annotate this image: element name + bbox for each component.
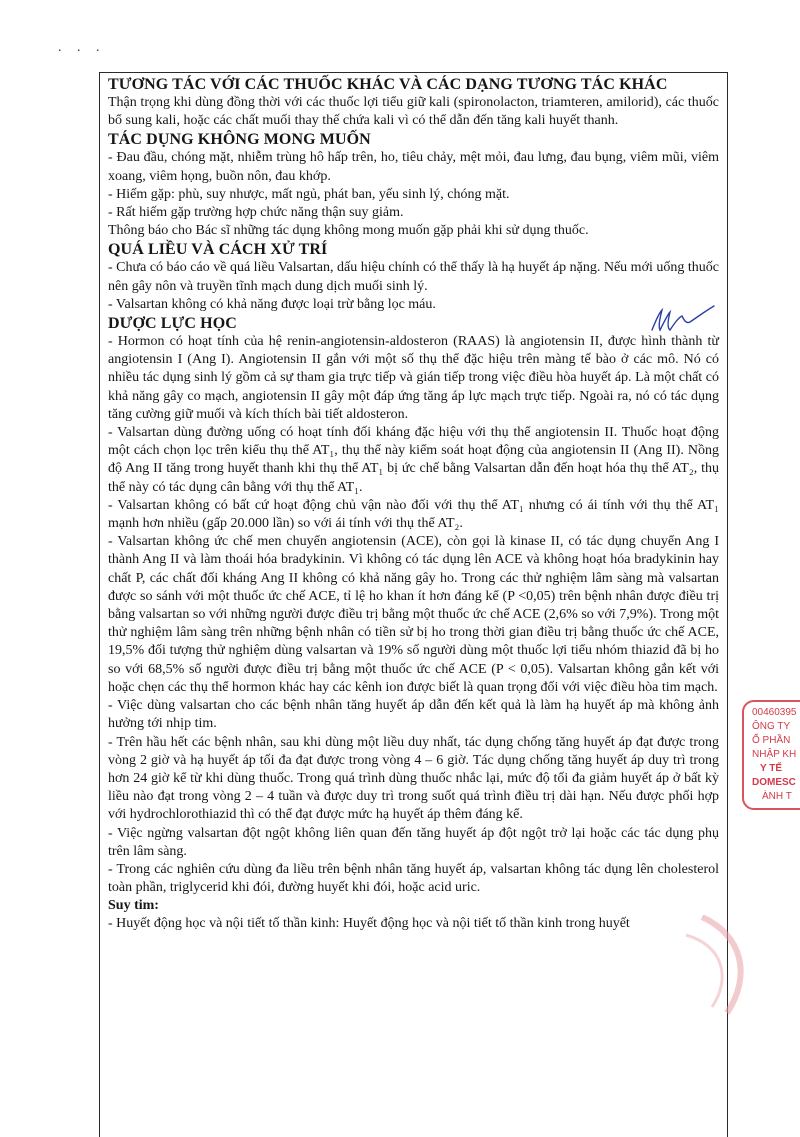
- pharmacodynamics-paragraph-2: - Valsartan dùng đường uống có hoạt tính đối kháng đặc hiệu với thụ thể angiotensin II. Thuốc hoạt động một cách chọn lọc trên kiểu thụ thể AT₁, thụ thể này kiểm soát hoạt động của angiotensin II (Ang II). Nồng độ Ang II tăng trong huyết thanh khi thụ thể AT₁ bị ức chế bằng Valsartan dẫn đến hoạt hóa thụ thể AT₂, thụ thể này có tác dụng cân bằng với thụ thể AT₁.: [108, 425, 719, 495]
- section-heading-overdose: QUÁ LIỀU VÀ CÁCH XỬ TRÍ: [108, 241, 328, 259]
- stamp-line: DOMESC: [752, 777, 796, 788]
- section-heading-interactions: TƯƠNG TÁC VỚI CÁC THUỐC KHÁC VÀ CÁC DẠNG TƯƠNG TÁC KHÁC: [108, 76, 668, 93]
- scan-dots: . . .: [58, 40, 106, 55]
- pharmacodynamics-paragraph-6: - Trên hầu hết các bệnh nhân, sau khi dùng một liều duy nhất, tác dụng chống tăng huyết áp đạt được trong vòng 2 giờ và hạ huyết áp tối đa đạt được trong vòng 4 – 6 giờ. Tác dụng chống tăng huyết áp duy trì trong hơn 24 giờ kể từ khi dùng thuốc. Trong quá trình dùng thuốc nhắc lại, mức độ tối đa giảm huyết áp ở bất kỳ liều nào đạt trong vòng 2 – 4 tuần và được duy trì trong suốt quá trình điều trị dài hạn. Nếu được phối hợp với hydrochlorothiazid thì có thể đạt được mức hạ huyết áp thêm đáng kể.: [108, 734, 719, 823]
- stamp-box: [742, 700, 800, 810]
- pharmacodynamics-paragraph-8: - Trong các nghiên cứu dùng đa liều trên bệnh nhân tăng huyết áp, valsartan không tác dụng lên cholesterol toàn phần, triglycerid khi đói, đường huyết khi đói, hoặc acid uric.: [108, 861, 719, 896]
- pharmacodynamics-paragraph-1: - Hormon có hoạt tính của hệ renin-angiotensin-aldosteron (RAAS) là angiotensin II, được hình thành từ angiotensin I (Ang I). Angiotensin II gắn với một số thụ thể đặc hiệu trên màng tế bào ở các mô. Nó có nhiều tác dụng sinh lý gồm cả sự tham gia trực tiếp và gián tiếp trong việc điều hòa huyết áp. Là một chất có khả năng gây co mạch, angiotensin II gây một đáp ứng tăng áp lực mạch trực tiếp. Ngoài ra, nó có tác dụng tăng cường giữ muối và kích thích bài tiết aldosteron.: [108, 334, 719, 422]
- stamp-line: ÀNH T: [762, 791, 792, 802]
- overdose-paragraph-1: - Chưa có báo cáo về quá liều Valsartan, dấu hiệu chính có thể thấy là hạ huyết áp nặng. Nếu mới uống thuốc nên gây nôn và truyền tĩnh mạch dung dịch muối sinh lý.: [108, 260, 719, 294]
- interactions-paragraph: Thận trọng khi dùng đồng thời với các thuốc lợi tiểu giữ kali (spironolacton, triamteren, amilorid), các thuốc bổ sung kali, hoặc các chất muối thay thế chứa kali vì có thể dẫn đến tăng kali huyết thanh.: [108, 95, 719, 129]
- pharmacodynamics-paragraph-7: - Việc ngừng valsartan đột ngột không liên quan đến tăng huyết áp đột ngột trở lại hoặc các tác dụng phụ trên lâm sàng.: [108, 825, 719, 859]
- heart-failure-paragraph: - Huyết động học và nội tiết tố thần kinh: Huyết động học và nội tiết tố thần kinh trong huyết: [108, 916, 630, 932]
- section-heading-pharmacodynamics: DƯỢC LỰC HỌC: [108, 315, 237, 333]
- pharmacodynamics-paragraph-3: - Valsartan không có bất cứ hoạt động chủ vận nào đối với thụ thể AT₁ nhưng có ái tính với thụ thể AT₁ mạnh hơn nhiều (gấp 20.000 lần) so với ái tính với thụ thể AT₂.: [108, 497, 719, 532]
- stamp-line: ÔNG TY: [752, 721, 791, 732]
- stamp-line: NHẬP KH: [752, 749, 797, 760]
- pharmacodynamics-paragraph-5: - Việc dùng valsartan cho các bệnh nhân tăng huyết áp dẫn đến kết quả là làm hạ huyết áp mà không ảnh hưởng tới nhịp tim.: [108, 698, 719, 732]
- company-stamp: [742, 700, 800, 1020]
- overdose-paragraph-2: - Valsartan không có khả năng được loại trừ bằng lọc máu.: [108, 296, 436, 312]
- side-effects-paragraph-1: - Đau đầu, chóng mặt, nhiễm trùng hô hấp trên, ho, tiêu chảy, mệt mỏi, đau lưng, đau bụng, viêm mũi, viêm xoang, viêm họng, buồn nôn, đau khớp.: [108, 150, 719, 184]
- stamp-line: 00460395: [752, 707, 797, 718]
- signature-icon: [648, 300, 718, 340]
- heart-failure-subheading: Suy tim:: [108, 898, 159, 914]
- side-effects-paragraph-4: Thông báo cho Bác sĩ những tác dụng không mong muốn gặp phải khi sử dụng thuốc.: [108, 223, 589, 239]
- side-effects-paragraph-2: - Hiếm gặp: phù, suy nhược, mất ngủ, phát ban, yếu sinh lý, chóng mặt.: [108, 186, 510, 202]
- stamp-line: Ổ PHẦN: [752, 735, 791, 746]
- stamp-arc-icon: [672, 915, 762, 1015]
- document-page: [99, 72, 728, 1137]
- section-heading-side-effects: TÁC DỤNG KHÔNG MONG MUỐN: [108, 131, 371, 149]
- pharmacodynamics-paragraph-4: - Valsartan không ức chế men chuyển angiotensin (ACE), còn gọi là kinase II, có tác dụng chuyển Ang I thành Ang II và làm thoái hóa bradykinin. Vì không có tác dụng lên ACE và không hoạt hóa bradykinin hay chất P, các chất đối kháng Ang II không có khả năng gây ho. Trong các thử nghiệm lâm sàng mà valsartan được so sánh với một thuốc ức chế ACE, tỉ lệ ho khan ít hơn đáng kể (P <0,05) trên bệnh nhân được điều trị bằng valsartan so với những người được điều trị bằng một thuốc ức chế ACE (2,6% so với 7,9%). Trong một thử nghiệm lâm sàng trên những bệnh nhân có tiền sử bị ho trong thời gian điều trị bằng thuốc ức chế ACE, 19,5% đối tượng thử nghiệm dùng valsartan và 19% số người dùng một thuốc lợi tiểu nhóm thiazid đã bị ho so với 68,5% số người được điều trị bằng một thuốc ức chế ACE (P < 0,05). Valsartan không gắn kết với hoặc chẹn các thụ thể hormon khác hay các kênh ion được biết là quan trọng đối với việc điều hòa tim mạch.: [108, 534, 719, 695]
- side-effects-paragraph-3: - Rất hiếm gặp trường hợp chức năng thận suy giảm.: [108, 205, 404, 221]
- stamp-line: Y TẾ: [760, 763, 783, 774]
